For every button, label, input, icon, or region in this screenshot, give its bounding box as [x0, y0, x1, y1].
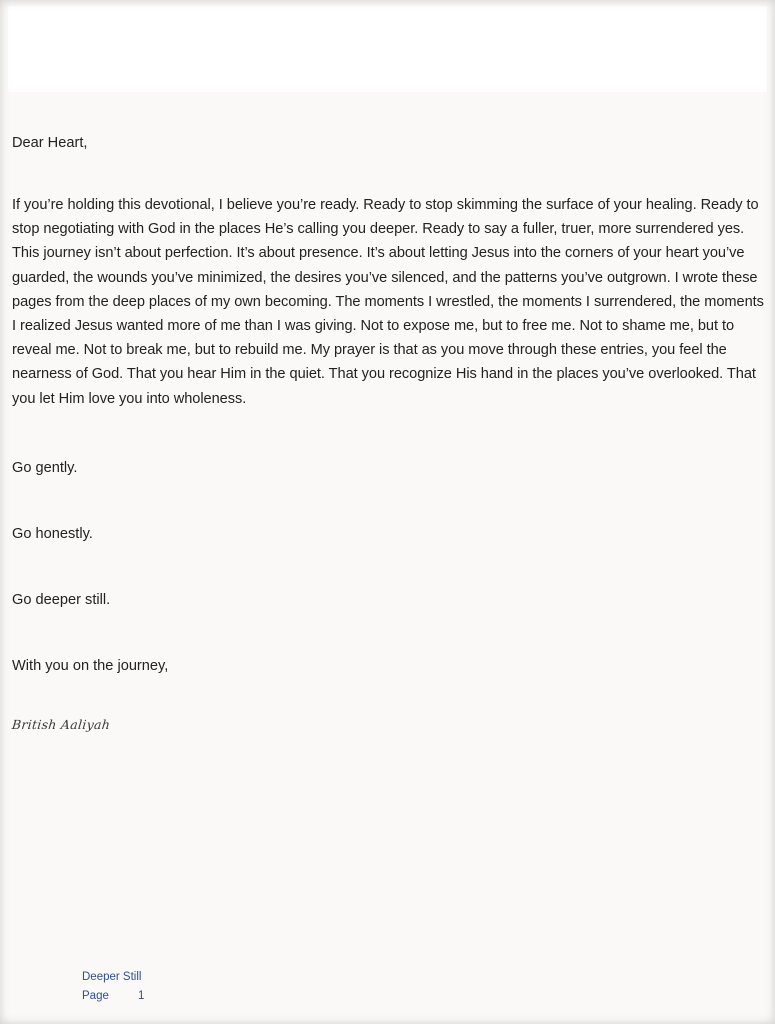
- footer-title: Deeper Still: [82, 971, 142, 983]
- page-header-area: [8, 6, 767, 92]
- salutation: Dear Heart,: [12, 135, 88, 151]
- footer-page-line: [82, 987, 144, 1006]
- body-paragraph: If you’re holding this devotional, I believe you’re ready. Ready to stop skimming the surface of your healing. Ready to stop negotiating with God in the places He’s calling you deeper. Ready to say a fuller, truer, more surrendered yes. This journey isn’t about perfection. It’s about presence. It’s about letting Jesus into the corners of your heart you’ve guarded, the wounds you’ve minimized, the desires you’ve silenced, and the patterns you’ve outgrown. I wrote these pages from the deep places of my own becoming. The moments I wrestled, the moments I surrendered, the moments I realized Jesus wanted more of me than I was giving. Not to expose me, but to free me. Not to shame me, but to reveal me. Not to break me, but to rebuild me. My prayer is that as you move through these entries, you feel the nearness of God. That you hear Him in the quiet. That you recognize His hand in the places you’ve overlooked. That you let Him love you into wholeness.: [12, 197, 764, 407]
- closing-line-go-gently: Go gently.: [12, 459, 78, 476]
- letter: [12, 130, 764, 733]
- footer-page-number: 1: [138, 990, 145, 1002]
- page-footer: [82, 968, 144, 1006]
- footer-page-label: Page: [82, 990, 109, 1002]
- signature: British Aaliyah: [11, 716, 111, 732]
- closing-line-go-honestly: Go honestly.: [12, 525, 93, 542]
- closing-line-with-you: With you on the journey,: [12, 657, 169, 674]
- closing-line-go-deeper-still: Go deeper still.: [12, 591, 111, 608]
